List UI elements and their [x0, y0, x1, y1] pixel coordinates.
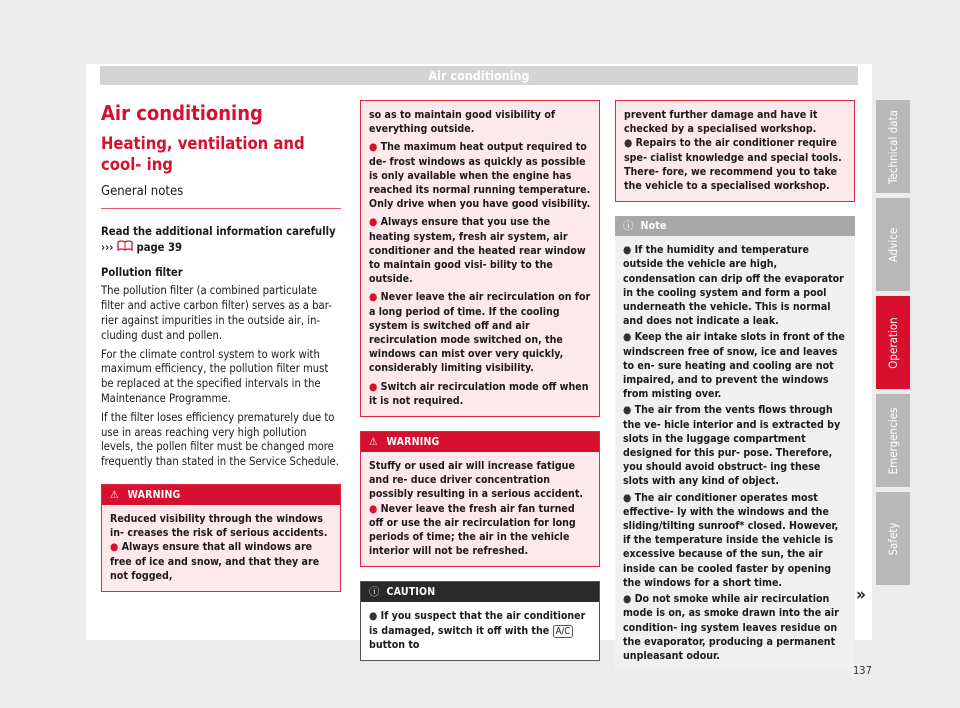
column-3 — [615, 100, 855, 683]
warning-continued-body — [361, 101, 599, 416]
info-icon: ⓘ — [623, 220, 634, 233]
column-2 — [360, 100, 600, 673]
paragraph-3: If the filter loses efficiency prematurely due to use in areas reaching very high pollution levels, the pollen filter must be changed more frequently than stated in the Service Schedule. — [101, 410, 339, 469]
caution-text-post: button to — [369, 638, 420, 651]
column-1 — [101, 101, 341, 604]
warning-bullet-text: Always ensure that you use the heating system, fresh air system, air conditioner and the heated rear window to maintain good visi- bility to the outside. — [369, 216, 586, 286]
tab-label: Technical data — [886, 109, 900, 184]
continue-marker: » — [856, 585, 866, 605]
warning-bullet: ● Always ensure that all windows are free of ice and snow, and that they are not fogged, — [110, 541, 320, 582]
intro-line: Read the additional information carefully — [101, 225, 336, 238]
note-label: Note — [640, 220, 667, 233]
note-bullet: ● Keep the air intake slots in front of the windscreen free of snow, ice and leaves to en- sure heating and cooling are not impaired, and to prevent the windows from misting over. — [623, 331, 845, 401]
continued-bullet-3: ● Repairs to the air conditioner require spe- cialist knowledge and special tools. There- fore, we recommend you to take the vehicle to a specialised workshop. — [624, 137, 842, 193]
tab-emergencies[interactable] — [876, 394, 910, 487]
tab-safety[interactable] — [876, 492, 910, 585]
tab-technical-data[interactable] — [876, 100, 910, 193]
book-icon — [117, 241, 137, 254]
warning-label: WARNING — [127, 488, 181, 501]
link-page: page 39 — [136, 240, 183, 254]
warning-bullet-text: Always ensure that all windows are free of ice and snow, and that they are not fogged, — [110, 541, 320, 582]
caution-body: ● If you suspect that the air conditioner is damaged, switch it off with the A/C button to — [361, 602, 599, 660]
warning-box-continued — [360, 100, 600, 417]
caution-text-pre: If you suspect that the air conditioner is damaged, switch it off with the — [369, 610, 586, 637]
note-bullet: ● The air conditioner operates most effective- ly with the windows and the sliding/tilting sunroof* closed. However, if the temperature inside the vehicle is excessive because of the sun, the air inside can be cooled faster by opening the windows for a short time. — [623, 491, 839, 589]
caution-label: CAUTION — [386, 586, 436, 599]
warning-bullet: ● Switch air recirculation mode off when it is not required. — [369, 380, 589, 407]
tab-operation[interactable] — [876, 296, 910, 389]
caution-header — [361, 582, 599, 602]
warning-bullet-text: Never leave the air recirculation on for a long period of time. If the cooling system is switched off and air recirculation mode switched on, the windows can mist over very quickly, considerably limiting visibility. — [369, 291, 591, 375]
chapter-title: Air conditioning — [101, 101, 263, 125]
note-bullet-text: Do not smoke while air recirculation mode is on, as smoke drawn into the air condition- ing system leaves residue on the evaporator, producing a permanent unpleasant odour. — [623, 593, 839, 662]
warning-box — [101, 484, 341, 592]
warning-2-header — [361, 432, 599, 452]
note-box — [615, 216, 855, 671]
tab-label: Operation — [886, 316, 900, 369]
section-title: Heating, ventilation and cool- ing — [101, 134, 305, 174]
paragraph-2: For the climate control system to work with maximum efficiency, the pollution filter must be replaced at the specified intervals in the Maintenance Programme. — [101, 347, 329, 405]
note-bullet: ● Do not smoke while air recirculation mode is on, as smoke drawn into the air condition- ing system leaves residue on the evaporator, producing a permanent unpleasant odour. — [623, 593, 839, 662]
caution-icon: ⓘ — [369, 586, 380, 599]
warning-bullet-text: The maximum heat output required to de- frost windows as quickly as possible is only available when the engine has reached its normal running temperature. Only drive when you have good visibility. — [369, 141, 591, 211]
note-bullet: ● If the humidity and temperature outside the vehicle are high, condensation can drip off the evaporator in the cooling system and form a pool underneath the vehicle. This is normal and does not indicate a leak. — [623, 244, 844, 328]
caution-continued-body — [616, 101, 854, 201]
continued-bullets — [369, 140, 591, 408]
pollution-filter-heading: Pollution filter — [101, 265, 183, 279]
note-bullet-text: If the humidity and temperature outside the vehicle are high, condensation can drip off the evaporator in the cooling system and form a pool underneath the vehicle. This is normal and does not indicate a leak. — [623, 244, 844, 328]
note-body — [615, 236, 855, 671]
note-bullet-text: The air from the vents flows through the ve- hicle interior and is extracted by slots in the luggage compartment designed for this pur- pose. Therefore, you should avoid obstruct- ing these slots with any kind of object. — [623, 404, 841, 488]
caution-box-continued — [615, 100, 855, 202]
warning-2-bullet-text: Never leave the fresh air fan turned off or use the air recirculation for long periods of time; the air in the vehicle interior will not be refreshed. — [369, 502, 576, 558]
note-header — [615, 216, 855, 236]
continued-bullet-3-text: Repairs to the air conditioner require spe- cialist knowledge and special tools. There- fore, we recommend you to take the vehicle to a specialised workshop. — [624, 137, 842, 193]
warning-text: Reduced visibility through the windows in- creases the risk of serious accidents. — [110, 512, 328, 540]
continued-text-3: prevent further damage and have it checked by a specialised workshop. — [624, 109, 818, 136]
tab-label: Advice — [886, 227, 900, 262]
warning-body — [102, 505, 340, 591]
warning-box-2 — [360, 431, 600, 567]
note-bullet-text: Keep the air intake slots in front of the windscreen free of snow, ice and leaves to en- sure heating and cooling are not impaired, and to prevent the windows from misting over. — [623, 331, 845, 401]
intro-text — [101, 225, 341, 256]
warning-bullet: ● Never leave the air recirculation on for a long period of time. If the cooling system is switched off and air recirculation mode switched on, the windows can mist over very quickly, considerably limiting visibility. — [369, 291, 591, 375]
warning-2-label: WARNING — [386, 436, 440, 449]
link-arrows: ››› — [101, 240, 114, 254]
tab-label: Emergencies — [886, 407, 900, 474]
page-reference-link[interactable] — [101, 241, 182, 254]
subsection-title: General notes — [101, 183, 341, 209]
warning-header — [102, 485, 340, 505]
warning-2-text: Stuffy or used air will increase fatigue and re- duce driver concentration possibly resulting in a serious accident. — [369, 460, 584, 501]
caution-box — [360, 581, 600, 661]
warning-bullet-text: Switch air recirculation mode off when it is not required. — [369, 380, 589, 407]
warning-2-body — [361, 452, 599, 566]
page-number: 137 — [853, 664, 872, 677]
warning-2-bullet: ● Never leave the fresh air fan turned off or use the air recirculation for long periods of time; the air in the vehicle interior will not be refreshed. — [369, 502, 576, 558]
warning-icon: ⚠ — [110, 488, 119, 501]
note-bullet: ● The air from the vents flows through the ve- hicle interior and is extracted by slots in the luggage compartment designed for this pur- pose. Therefore, you should avoid obstruct- ing these slots with any kind of object. — [623, 404, 841, 488]
paragraph-1: The pollution filter (a combined particulate filter and active carbon filter) serves as a bar- rier against impurities in the outside air, in- cluding dust and pollen. — [101, 284, 332, 342]
warning-icon: ⚠ — [369, 436, 378, 449]
warning-bullet: ● Always ensure that you use the heating system, fresh air system, air conditioner and the heated rear window to maintain good visi- bility to the outside. — [369, 216, 586, 286]
note-bullet-text: The air conditioner operates most effective- ly with the windows and the sliding/tilting sunroof* closed. However, if the temperature inside the vehicle is excessive because of the sun, the air inside can be cooled faster by opening the windows for a short time. — [623, 491, 839, 589]
warning-bullet: ● The maximum heat output required to de- frost windows as quickly as possible is only available when the engine has reached its normal running temperature. Only drive when you have good visibility. — [369, 141, 591, 211]
tab-label: Safety — [886, 521, 900, 556]
tab-advice[interactable] — [876, 198, 910, 291]
continued-text: so as to maintain good visibility of everything outside. — [369, 109, 556, 136]
ac-button-symbol: A/C — [553, 625, 574, 638]
running-header: Air conditioning — [100, 66, 858, 85]
